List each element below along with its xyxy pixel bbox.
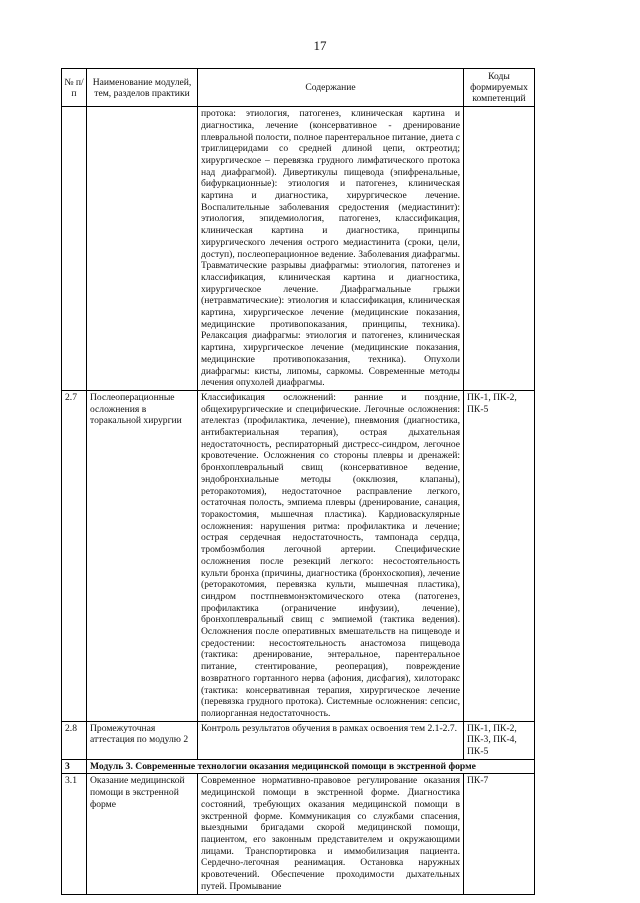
row-content-cell: Современное нормативно-правовое регулирование оказания медицинской помощи в экстренной форме. Диагностика состояний, требующих оказания медицинской помощи в экстренной форме. Коммуникация со службами спасения, выездными бригадами скорой медицинской помощи, пациентом, его законным представителем и окружающими лицами. Транспортировка и иммобилизация пациента. Сердечно-легочная реанимация. Остановка наружных кровотечений. Обеспечение проходимости дыхательных путей. Промывание [198, 774, 464, 894]
header-codes: Коды формируемых компетенций [464, 69, 535, 107]
row-content-cell: протока: этиология, патогенез, клиническая картина и диагностика, лечение (консервативное - дренирование плевральной полости, полное парентеральное питание, диета с триглицеридами со средней длиной цепи, октреотид; хирургическое – перевязка грудного лимфатического протока над диафрагмой). Дивертикулы пищевода (эпифренальные, бифуркационные): этиология и патогенез, клиническая картина и диагностика, хирургическое лечение. Воспалительные заболевания средостения (медиастинит): этиология, эпидемиология, патогенез, классификация, клиническая картина и диагностика, принципы хирургического лечения острого медиастинита (сроки, цели, доступ), послеоперационное ведение. Заболевания диафрагмы. Травматические разрывы диафрагмы: этиология, патогенез и классификация, клиническая картина и диагностика, хирургическое лечение. Диафрагмальные грыжи (нетравматические): этиология и классификация, клиническая картина, хирургическое лечение (медицинские показания, медицинские противопоказания, принципы, техника). Релаксация диафрагмы: этиология и патогенез, клиническая картина, хирургическое лечение (медицинские показания, медицинские противопоказания, техника). Опухоли диафрагмы: кисты, липомы, саркомы. Современные методы лечения опухолей диафрагмы. [198, 107, 464, 391]
table-row [62, 774, 535, 894]
row-content-cell: Классификация осложнений: ранние и поздние, общехирургические и специфические. Легочные осложнения: ателектаз (профилактика, лечение), пневмония (диагностика, антибактериальная терапия), острая дыхательная недостаточность, респираторный дистресс-синдром, легочное кровотечение. Осложнения со стороны плевры и дренажей: бронхоплевральный свищ (консервативное ведение, эндобронхиальные методы (окклюзия, клапаны), реторакотомия), недостаточное расправление легкого, остаточная полость, эмпиема плевры (дренирование, санация, торакостомия, мышечная пластика). Кардиоваскулярные осложнения: нарушения ритма: профилактика и лечение; острая сердечная недостаточность, тампонада сердца, тромбоэмболия легочной артерии. Специфические осложнения после резекций легкого: несостоятельность культи бронха (причины, диагностика (бронхоскопия), лечение (реторакотомия, перевязка культи, мышечная пластика), синдром постпневмонэктомического отека (патогенез, профилактика (ограничение инфузии), лечение), бронхоплевральный свищ с эмпиемой (тактика ведения). Осложнения после оперативных вмешательств на пищеводе и средостении: несостоятельность анастомоза пищевода (тактика: дренирование, энтеральное, парентеральное питание, стентирование, реоперация), повреждение возвратного гортанного нерва (афония, дисфагия), хилоторакс (тактика: консервативная терапия, хирургическое лечение (перевязка грудного протока). Системные осложнения: сепсис, полиорганная недостаточность. [198, 390, 464, 721]
row-content-cell: Контроль результатов обучения в рамках освоения тем 2.1-2.7. [198, 721, 464, 759]
row-codes-cell [464, 107, 535, 391]
module-row [62, 759, 535, 774]
module-num-cell: 3 [62, 759, 87, 774]
page-number: 17 [313, 38, 327, 53]
row-codes-cell: ПК-1, ПК-2, ПК-5 [464, 390, 535, 721]
row-codes-cell: ПК-7 [464, 774, 535, 894]
row-name-cell: Послеоперационные осложнения в торакальной хирургии [87, 390, 198, 721]
row-num-cell: 2.7 [62, 390, 87, 721]
table-row [62, 721, 535, 759]
row-name-cell [87, 107, 198, 391]
table-header-row [62, 69, 535, 107]
header-content: Содержание [198, 69, 464, 107]
header-num: № п/п [62, 69, 87, 107]
row-name-cell: Промежуточная аттестация по модулю 2 [87, 721, 198, 759]
row-num-cell [62, 107, 87, 391]
row-num-cell: 3.1 [62, 774, 87, 894]
table-row [62, 107, 535, 391]
curriculum-table [61, 68, 535, 895]
module-title-cell: Модуль 3. Современные технологии оказания медицинской помощи в экстренной форме [87, 759, 535, 774]
header-name: Наименование модулей, тем, разделов практики [87, 69, 198, 107]
row-codes-cell: ПК-1, ПК-2, ПК-3, ПК-4, ПК-5 [464, 721, 535, 759]
row-name-cell: Оказание медицинской помощи в экстренной форме [87, 774, 198, 894]
table-row [62, 390, 535, 721]
row-num-cell: 2.8 [62, 721, 87, 759]
